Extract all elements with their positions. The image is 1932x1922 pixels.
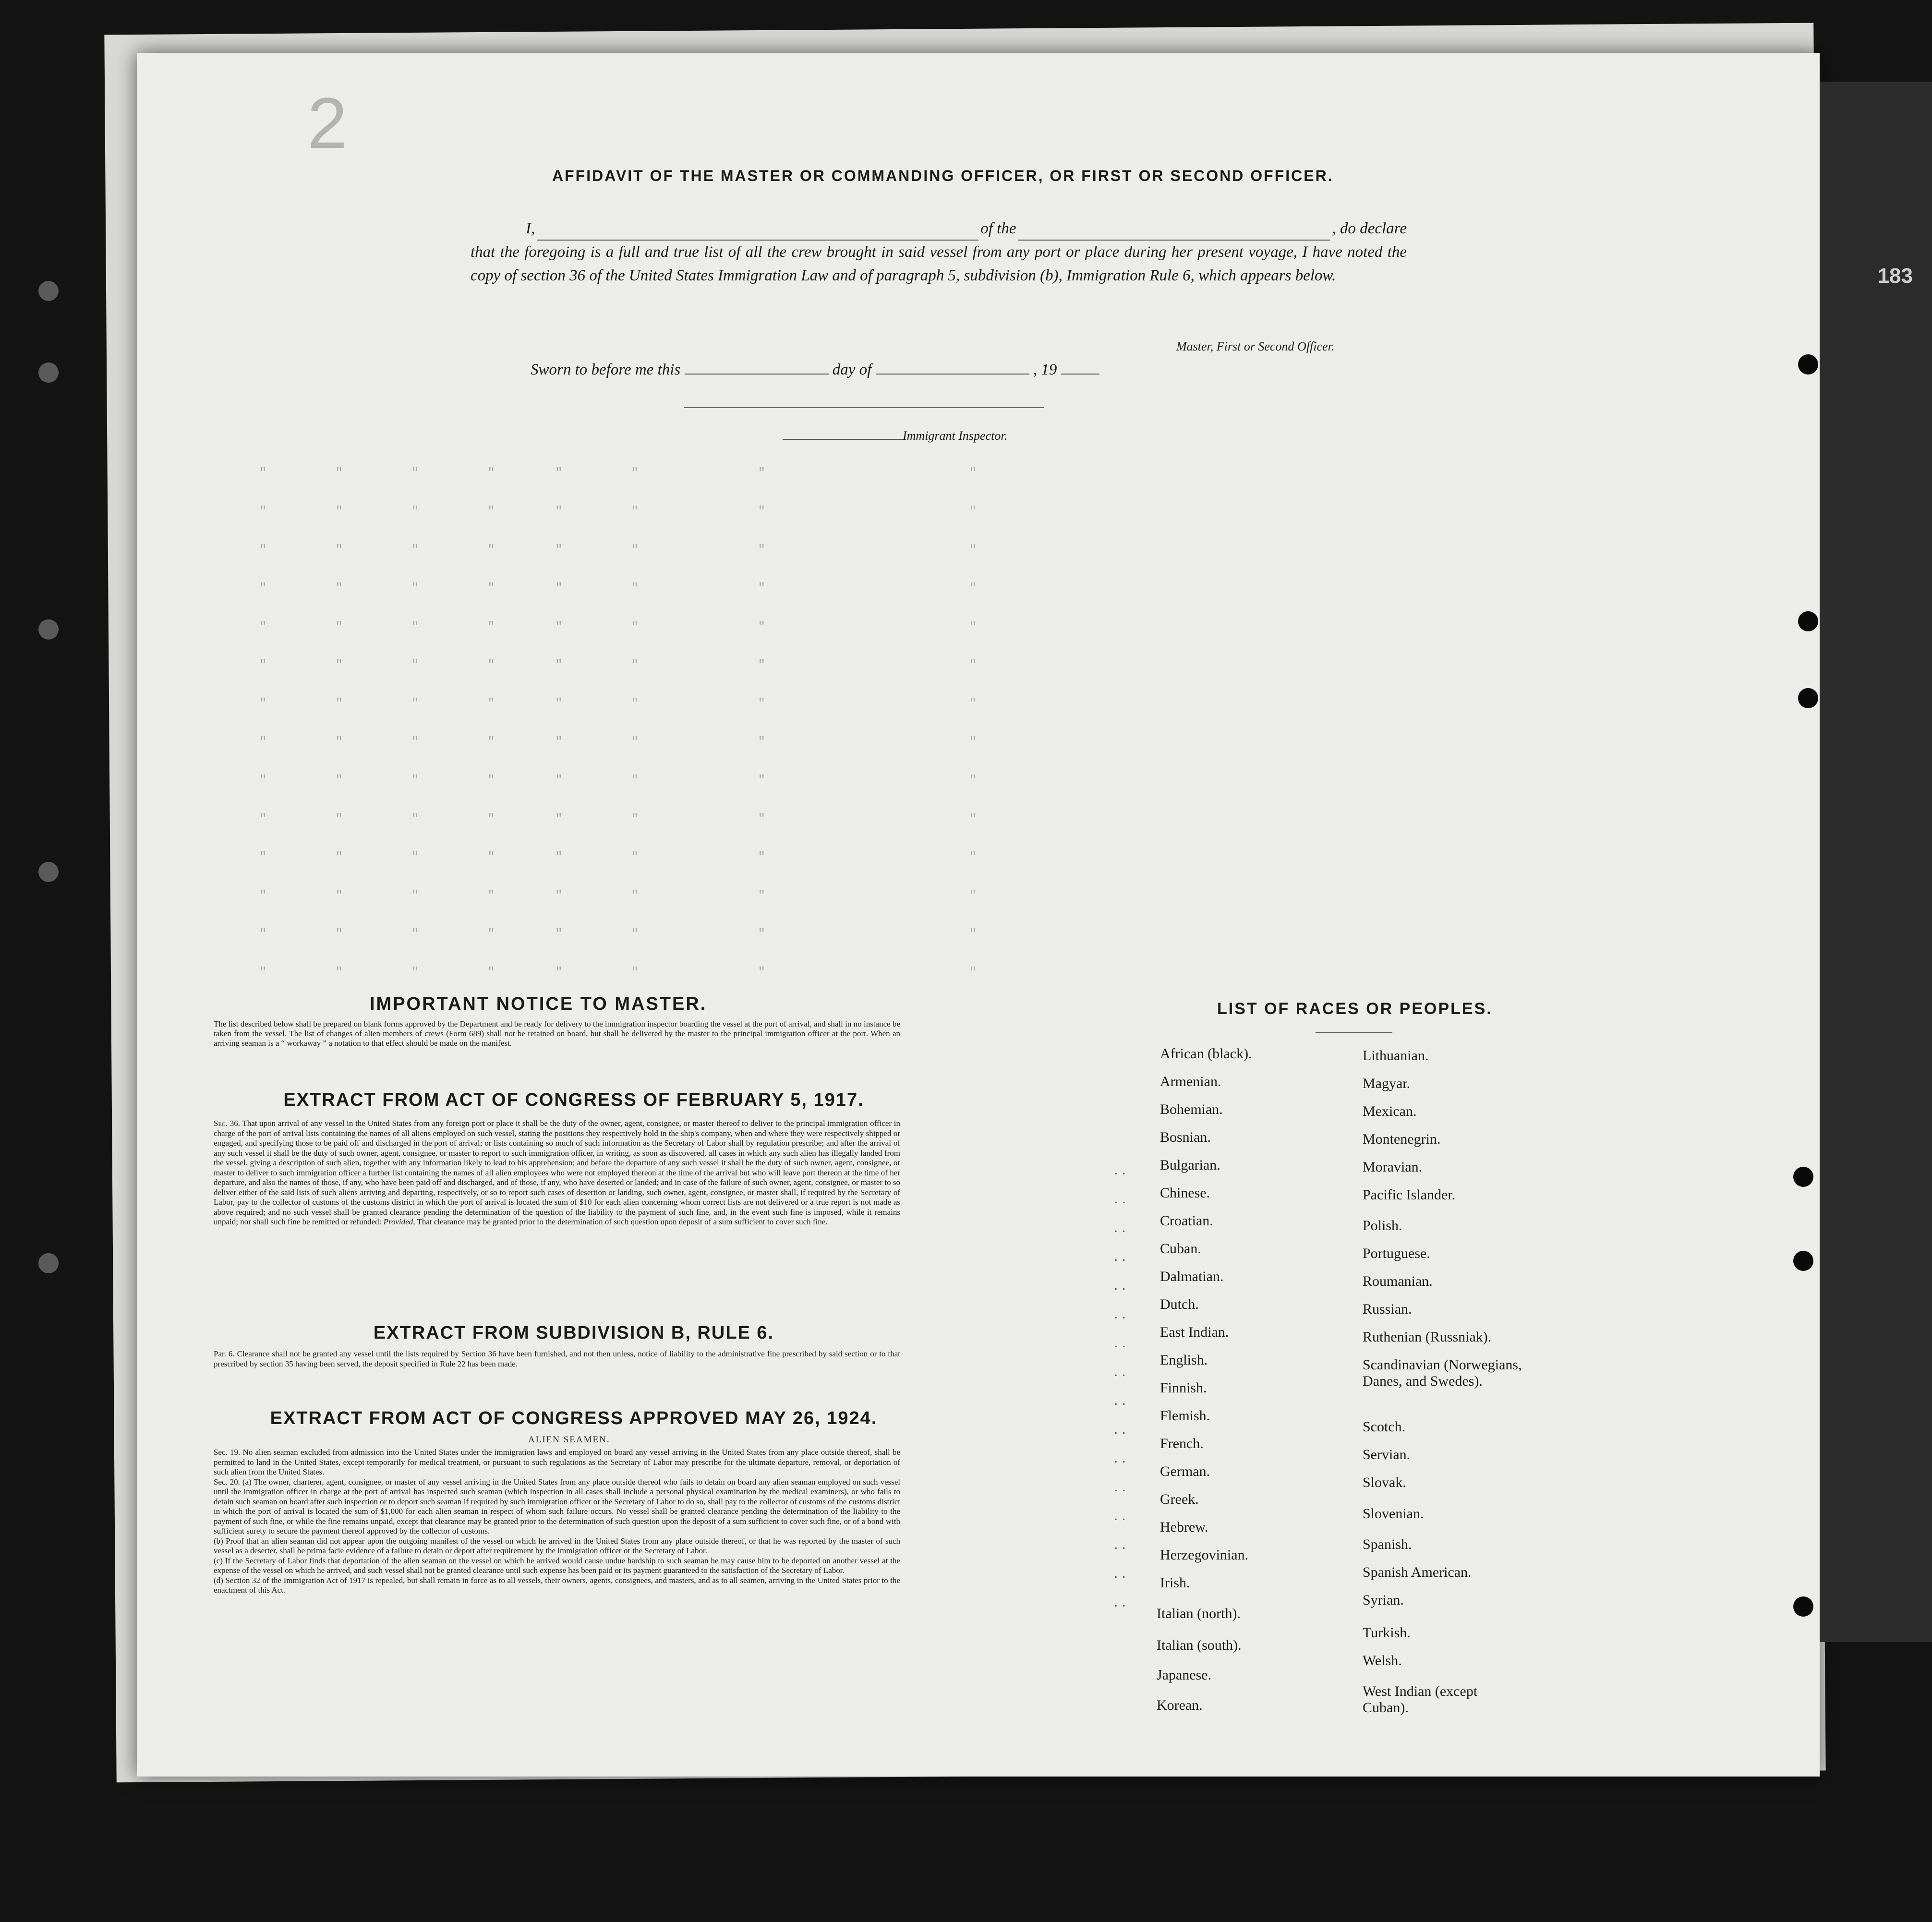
act-1917-text [214, 1119, 900, 1227]
faint-row: " " " " " " " " [259, 773, 978, 787]
year-prefix: , 19 [1033, 361, 1057, 378]
race-item: German. [1160, 1463, 1210, 1479]
binder-hole [38, 1253, 59, 1273]
sworn-year-field[interactable] [1061, 374, 1099, 375]
race-item: Ruthenian (Russniak). [1363, 1329, 1492, 1345]
vessel-field[interactable] [1018, 217, 1330, 241]
races-underline [1316, 1032, 1392, 1033]
do-declare-label: , do declare [1332, 220, 1407, 237]
race-item: Greek. [1160, 1491, 1199, 1507]
race-item: Turkish. [1363, 1625, 1411, 1641]
race-item: Servian. [1363, 1447, 1411, 1463]
notice-text: The list described below shall be prepared on blank forms approved by the Department and be ready for delivery to the immigration inspector boarding the vessel at the port of arrival, and shall in no instance be taken from the vessel. The list of changes of alien members of crews (Form 689) shall not be retained on board, but shall be delivered by the master to the principal immigration officer at the port. When an arriving seaman is a “ workaway ” a notation to that effect should be made on the manifest. [214, 1019, 900, 1048]
tick-mark: . . [1114, 1450, 1126, 1466]
race-item: Dalmatian. [1160, 1269, 1224, 1284]
faint-row: " " " " " " " " [259, 888, 978, 903]
race-item: Roumanian. [1363, 1273, 1433, 1289]
race-item: Chinese. [1160, 1185, 1210, 1201]
race-item: French. [1160, 1436, 1204, 1451]
race-item: Flemish. [1160, 1408, 1210, 1424]
notice-title: IMPORTANT NOTICE TO MASTER. [370, 994, 707, 1014]
sworn-month-field[interactable] [876, 374, 1029, 375]
binder-hole [38, 862, 59, 882]
race-item: Mexican. [1363, 1103, 1417, 1119]
binder-hole [1793, 1251, 1813, 1271]
binder-hole [1798, 688, 1818, 708]
binder-hole [1798, 611, 1818, 631]
race-item: African (black). [1160, 1046, 1252, 1062]
race-item: English. [1160, 1352, 1208, 1368]
race-item: Montenegrin. [1363, 1131, 1441, 1147]
tick-mark: . . [1114, 1248, 1126, 1264]
affidavit-declaration [471, 217, 1407, 288]
tick-mark: . . [1114, 1565, 1126, 1581]
tick-mark: . . [1114, 1479, 1126, 1495]
tick-mark: . . [1114, 1277, 1126, 1293]
race-item: Portuguese. [1363, 1245, 1430, 1261]
faint-row: " " " " " " " " [259, 466, 978, 480]
race-item: Bohemian. [1160, 1101, 1223, 1117]
race-item: Italian (south). [1157, 1637, 1242, 1653]
races-title: LIST OF RACES OR PEOPLES. [1217, 1000, 1493, 1018]
race-item: Bosnian. [1160, 1129, 1211, 1145]
tick-mark: . . [1114, 1220, 1126, 1235]
sec20b-text: (b) Proof that an alien seaman did not appear upon the outgoing manifest of the vessel on which he arrived in the United States from any place outside thereof, or that he was reported by the master of such vessel as a deserter, shall be prima facie evidence of a failure to detain or deport after requirement by the immigration officer or the Secretary of Labor. [214, 1536, 900, 1555]
tick-mark: . . [1114, 1421, 1126, 1437]
act-1924-text [214, 1448, 900, 1596]
faint-row: " " " " " " " " [259, 927, 978, 941]
sec20d-text: (d) Section 32 of the Immigration Act of 1917 is repealed, but shall remain in force as to all vessels, their owners, agents, consignees, and masters, and as to all seamen, arriving in the United States prior to the enactment of this Act. [214, 1575, 900, 1595]
sec20c-text: (c) If the Secretary of Labor finds that deportation of the alien seaman on the vessel on which he arrived would cause undue hardship to such seaman he may cause him to be deported on another vessel at the expense of the vessel on which he arrived, and such vessel shall not be granted clearance until such expense has been paid or its payment guaranteed to the satisfaction of the Secretary of Labor. [214, 1556, 900, 1575]
sec20a-text: Sec. 20. (a) The owner, charterer, agent, consignee, or master of any vessel arriving in the United States from any place outside thereof who fails to detain on board any alien seaman employed on such vessel until the immigration officer in charge at the port of arrival has inspected such seaman (which inspection in all cases shall include a personal physical examination by the medical examiners), or who fails to detain such seaman on board after such inspection or to deport such seaman if required by such immigration officer or the Secretary of Labor to do so, shall pay to the collector of customs of the customs district in which the port of arrival is located the sum of $1,000 for each alien seaman in respect of whom such failure occurs. No vessel shall be granted clearance pending the determination of the liability to the payment of such fine, or while the fine remains unpaid, except that clearance may be granted prior to the determination of such question upon the deposit of a sum sufficient to cover such fine, or of a bond with sufficient surety to secure the payment thereof approved by the collector of customs. [214, 1477, 900, 1535]
name-field[interactable] [537, 217, 978, 241]
race-item: East Indian. [1160, 1324, 1229, 1340]
tick-mark: . . [1114, 1335, 1126, 1351]
race-item: Hebrew. [1160, 1519, 1208, 1535]
alien-seamen-subtitle: ALIEN SEAMEN. [528, 1435, 610, 1445]
race-item: Irish. [1160, 1575, 1190, 1591]
tick-mark: . . [1114, 1392, 1126, 1408]
tick-mark: . . [1114, 1364, 1126, 1379]
race-item: Moravian. [1363, 1159, 1423, 1175]
binder-hole [38, 619, 59, 640]
race-item: Croatian. [1160, 1213, 1213, 1229]
page-number: 183 [1877, 264, 1913, 288]
race-item: Italian (north). [1157, 1606, 1241, 1621]
faint-row: " " " " " " " " [259, 581, 978, 595]
inspector-signature-line[interactable] [684, 407, 1044, 408]
tick-mark: . . [1114, 1508, 1126, 1523]
faint-row: " " " " " " " " [259, 735, 978, 749]
race-item: Herzegovinian. [1160, 1547, 1249, 1563]
inspector-line [783, 429, 1007, 443]
race-item: Spanish. [1363, 1536, 1412, 1552]
proviso-label: Provided, [383, 1217, 415, 1226]
i-label: I, [526, 220, 535, 237]
sworn-line [531, 361, 1099, 379]
faint-row: " " " " " " " " [259, 965, 978, 979]
race-item: Cuban. [1160, 1241, 1201, 1257]
act-1917-title: EXTRACT FROM ACT OF CONGRESS OF FEBRUARY 5, 1917. [283, 1090, 864, 1110]
race-item: Welsh. [1363, 1653, 1402, 1668]
tick-mark: . . [1114, 1191, 1126, 1207]
race-item: Syrian. [1363, 1592, 1404, 1608]
race-item: Dutch. [1160, 1296, 1199, 1312]
faint-row: " " " " " " " " [259, 696, 978, 711]
race-item: Spanish American. [1363, 1564, 1472, 1580]
race-item: Bulgarian. [1160, 1157, 1220, 1173]
binder-hole [1793, 1167, 1813, 1187]
binder-hole [38, 281, 59, 301]
race-item: Slovak. [1363, 1475, 1406, 1490]
race-item: Lithuanian. [1363, 1048, 1429, 1064]
race-item: Polish. [1363, 1218, 1402, 1233]
race-item: West Indian (except Cuban). [1363, 1683, 1478, 1716]
sec19-text: Sec. 19. No alien seaman excluded from admission into the United States under the immigration laws and employed on board any vessel arriving in the United States from any place outside thereof, shall be permitted to land in the United States, except temporarily for medical treatment, or pursuant to such regulations as the Secretary of Labor may prescribe for the ultimate departure, removal, or deportation of such alien from the United States. [214, 1448, 900, 1476]
race-item: Scotch. [1363, 1419, 1406, 1435]
binder-hole [1793, 1596, 1813, 1617]
master-signature-label: Master, First or Second Officer. [1176, 339, 1335, 353]
binder-hole [1798, 354, 1818, 375]
race-item: Russian. [1363, 1301, 1412, 1317]
show-through-rows [259, 451, 1700, 1162]
inspector-label: Immigrant Inspector. [903, 429, 1008, 443]
race-item: Magyar. [1363, 1076, 1411, 1091]
race-item: Pacific Islander. [1363, 1187, 1456, 1203]
race-item: Finnish. [1160, 1380, 1207, 1396]
faint-row: " " " " " " " " [259, 658, 978, 672]
adjacent-page-strip [1820, 82, 1932, 1642]
binder-hole [38, 363, 59, 383]
sec36-label: Sec. 36. [214, 1119, 240, 1128]
faint-row: " " " " " " " " [259, 619, 978, 634]
faint-row: " " " " " " " " [259, 504, 978, 519]
declaration-text: that the foregoing is a full and true list of all the crew brought in said vessel from any port or place during her present voyage, I have noted the copy of section 36 of the United States Immigration Law and of paragraph 5, subdivision (b), Immigration Rule 6, which appears below. [471, 243, 1407, 284]
race-item: Japanese. [1157, 1667, 1212, 1683]
sec36-text: That upon arrival of any vessel in the United States from any foreign port or place it shall be the duty of the owner, agent, consignee, or master thereof to deliver to the principal immigration officer in charge of the port of arrival lists containing the names of all aliens employed on such vessel, stating the positions they respectively hold in the ship's company, when and where they were respectively shipped or engaged, and specifying those to be paid off and discharged in the port of arrival; or lists containing so much of such information as the Secretary of Labor shall by regulation prescribe; and after the arrival of any such vessel it shall be the duty of such owner, agent, consignee, or master to report to such immigration officer, in writing, as soon as discovered, all cases in which any such alien has illegally landed from the vessel, giving a description of such alien, together with any information likely to lead to his apprehension; and before the departure of any such vessel it shall be the duty of such owner, agent, consignee, or master to deliver to such immigration officer a further list containing the names of all alien employees who were not employed thereon at the time of the arrival but who will leave port thereon at the time of her departure, and also the names of those, if any, who have been paid off and discharged, and of those, if any, who have deserted or landed; and in case of the failure of such owner, agent, consignee, or master to so deliver either of the said lists of such aliens arriving and departing, respectively, or so to report such cases of desertion or landing, such owner, agent, consignee, or master shall, if required by the Secretary of Labor, pay to the collector of customs of the customs district in which the port of arrival is located the sum of $10 for each alien concerning whom correct lists are not delivered or a true report is not made as above required; and no such vessel shall be granted clearance pending the determination of the question of the liability to the payment of such fine, and, in the event such fine is imposed, while it remains unpaid; nor shall such fine be remitted or refunded: [214, 1119, 900, 1226]
faint-row: " " " " " " " " [259, 543, 978, 557]
sworn-label: Sworn to before me this [531, 361, 681, 378]
faint-row: " " " " " " " " [259, 850, 978, 864]
tick-mark: . . [1114, 1594, 1126, 1610]
tick-mark: . . [1114, 1162, 1126, 1178]
act-1924-title: EXTRACT FROM ACT OF CONGRESS APPROVED MAY 26, 1924. [270, 1408, 878, 1428]
faint-row: " " " " " " " " [259, 811, 978, 826]
of-the-label: of the [980, 220, 1016, 237]
corner-sheet-mark: 2 [307, 83, 348, 163]
race-item: Armenian. [1160, 1074, 1221, 1089]
rule-6-text: Par. 6. Clearance shall not be granted any vessel until the lists required by Section 36 have been furnished, and not then unless, notice of liability to the administrative fine prescribed by said section or to that prescribed by section 35 having been served, the deposit specified in Rule 22 has been made. [214, 1349, 900, 1368]
proviso-text: That clearance may be granted prior to the determination of such question upon deposit of a sum sufficient to cover such fine. [417, 1217, 828, 1226]
race-item: Slovenian. [1363, 1506, 1424, 1522]
tick-mark: . . [1114, 1306, 1126, 1322]
affidavit-title: AFFIDAVIT OF THE MASTER OR COMMANDING OFFICER, OR FIRST OR SECOND OFFICER. [552, 167, 1334, 184]
race-item: Korean. [1157, 1697, 1203, 1713]
day-of-label: day of [832, 361, 872, 378]
race-item: Scandinavian (Norwegians, Danes, and Swedes). [1363, 1357, 1522, 1389]
rule-6-title: EXTRACT FROM SUBDIVISION B, RULE 6. [373, 1323, 774, 1343]
sworn-day-field[interactable] [685, 374, 829, 375]
tick-mark: . . [1114, 1536, 1126, 1552]
